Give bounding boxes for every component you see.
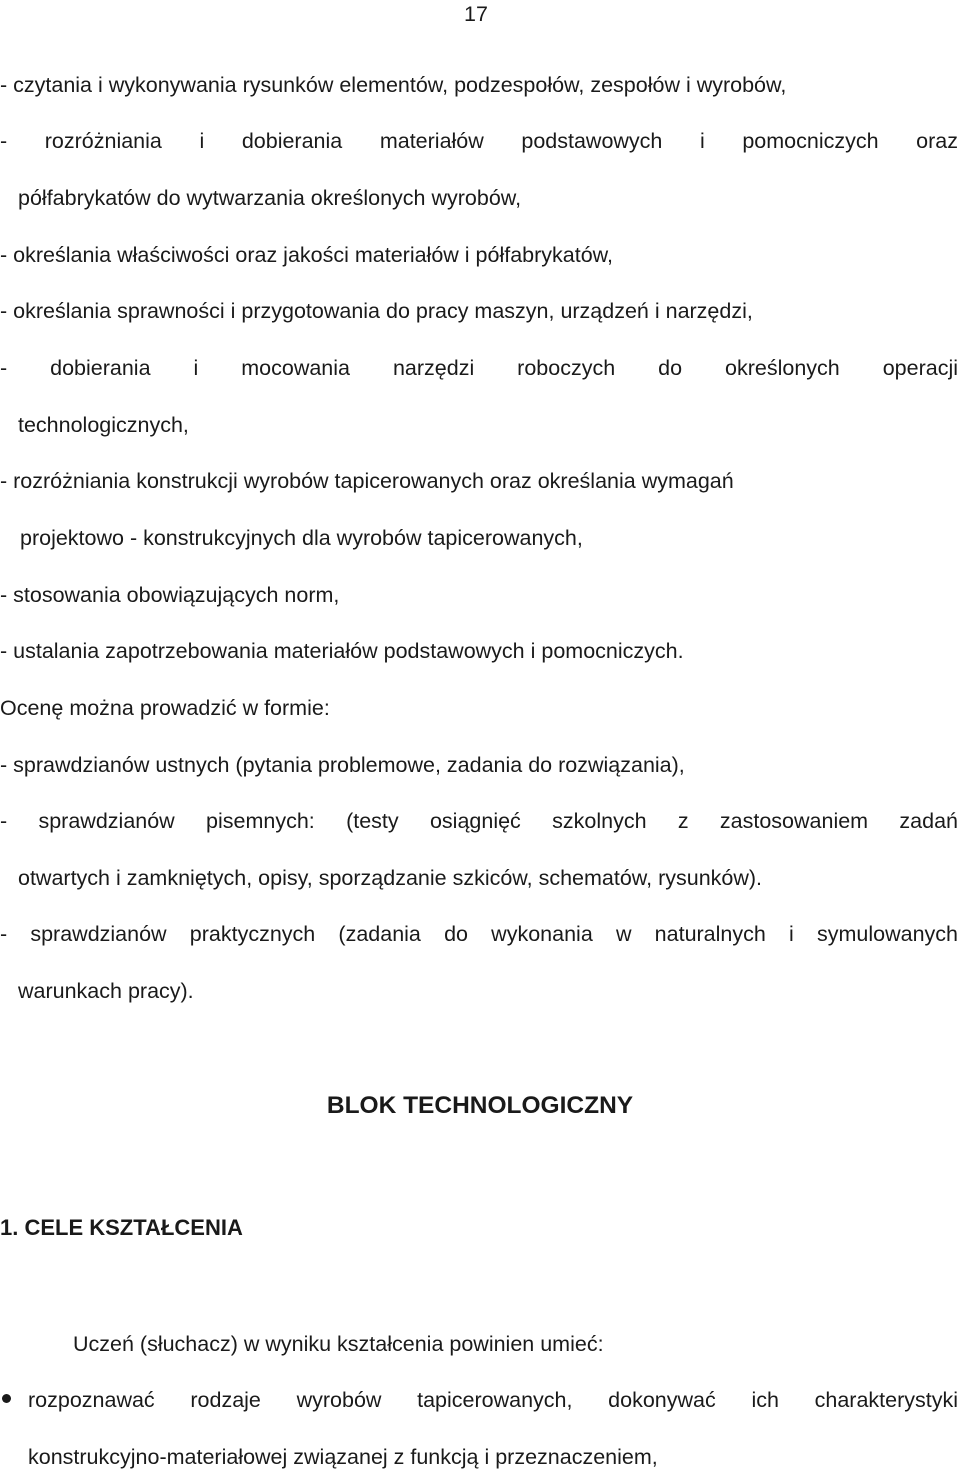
paragraph: Ocenę można prowadzić w formie: <box>0 696 330 720</box>
block-title: BLOK TECHNOLOGICZNY <box>326 1092 634 1119</box>
intro-paragraph: Uczeń (słuchacz) w wyniku kształcenia powinien umieć: <box>73 1332 604 1356</box>
list-item: - czytania i wykonywania rysunków elementów, podzespołów, zespołów i wyrobów, <box>0 73 787 97</box>
list-item: - sprawdzianów praktycznych (zadania do wykonania w naturalnych i symulowanych <box>0 922 958 946</box>
list-item: - rozróżniania konstrukcji wyrobów tapicerowanych oraz określania wymagań <box>0 469 734 493</box>
bullet-item: rozpoznawać rodzaje wyrobów tapicerowanych, dokonywać ich charakterystyki <box>28 1388 958 1412</box>
list-item-continuation: warunkach pracy). <box>18 979 194 1003</box>
list-item: - sprawdzianów pisemnych: (testy osiągnięć szkolnych z zastosowaniem zadań <box>0 809 958 833</box>
list-item: - sprawdzianów ustnych (pytania problemowe, zadania do rozwiązania), <box>0 753 685 777</box>
list-item: - określania właściwości oraz jakości materiałów i półfabrykatów, <box>0 243 613 267</box>
bullet-icon <box>2 1394 11 1403</box>
list-item-continuation: półfabrykatów do wytwarzania określonych wyrobów, <box>18 186 522 210</box>
bullet-item-continuation: konstrukcyjno-materiałowej związanej z funkcją i przeznaczeniem, <box>28 1445 658 1469</box>
list-item: - rozróżniania i dobierania materiałów podstawowych i pomocniczych oraz <box>0 129 958 153</box>
list-item-continuation: technologicznych, <box>18 413 189 437</box>
list-item: - stosowania obowiązujących norm, <box>0 583 340 607</box>
list-item-continuation: projektowo - konstrukcyjnych dla wyrobów tapicerowanych, <box>20 526 583 550</box>
page-number: 17 <box>464 2 488 26</box>
list-item-continuation: otwartych i zamkniętych, opisy, sporządzanie szkiców, schematów, rysunków). <box>18 866 763 890</box>
list-item: - dobierania i mocowania narzędzi roboczych do określonych operacji <box>0 356 958 380</box>
list-item: - określania sprawności i przygotowania do pracy maszyn, urządzeń i narzędzi, <box>0 299 753 323</box>
section-title: 1. CELE KSZTAŁCENIA <box>0 1215 243 1240</box>
list-item: - ustalania zapotrzebowania materiałów podstawowych i pomocniczych. <box>0 639 684 663</box>
